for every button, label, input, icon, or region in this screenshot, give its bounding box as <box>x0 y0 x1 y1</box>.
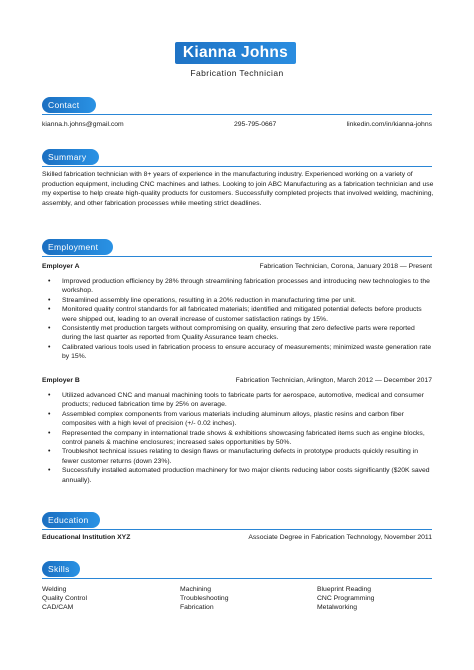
job-role: Fabrication Technician, Corona, January 2018 — Present <box>259 263 432 270</box>
section-divider <box>42 114 432 115</box>
section-divider <box>42 166 432 167</box>
summary-text: Skilled fabrication technician with 8+ years of experience in the manufacturing industry. Experienced working on a variety of production equipment, including CNC machines and lathes. Looking to join ABC Manufacturing as a fabrication technician and use my expertise to help create high-quality products for customers. Successfully completed projects that involved welding, machining, assembly, and other fabrication processes while meeting strict deadlines. <box>42 171 434 207</box>
employer-name: Employer B <box>42 377 80 384</box>
section-heading-contact: Contact <box>42 97 96 113</box>
contact-phone: 295-795-0667 <box>234 121 277 128</box>
section-heading-skills: Skills <box>42 561 80 577</box>
list-item: • Successfully installed automated production machinery for two major clients reducing labor costs significantly ($20K saved annually). <box>42 466 434 485</box>
skill-item: Welding <box>42 586 67 593</box>
section-divider <box>42 529 432 530</box>
section-divider <box>42 256 432 257</box>
list-item: • Improved production efficiency by 28% through streamlining fabrication processes and introducing new technologies to the workshop. <box>42 277 434 296</box>
section-heading-education: Education <box>42 512 100 528</box>
skill-item: Fabrication <box>180 604 214 612</box>
skill-item: Quality Control <box>42 595 87 603</box>
section-heading-employment: Employment <box>42 239 113 255</box>
candidate-name: Kianna Johns <box>175 42 296 64</box>
job-bullets <box>42 277 434 362</box>
list-item: • Utilized advanced CNC and manual machining tools to fabricate parts for aerospace, automotive, medical and consumer products; reduced fabrication time by 25% on average. <box>42 391 434 410</box>
list-item: • Streamlined assembly line operations, resulting in a 20% reduction in manufacturing time per unit. <box>42 296 434 305</box>
skill-item: CNC Programming <box>317 595 375 603</box>
skill-item: Machining <box>180 586 211 593</box>
candidate-title: Fabrication Technician <box>190 68 284 78</box>
skills-grid <box>42 585 432 613</box>
job-role: Fabrication Technician, Arlington, March 2012 — December 2017 <box>235 377 432 384</box>
list-item: • Troubleshot technical issues relating to design flaws or manufacturing defects in prototype products quickly resulting in fewer customer returns (down 23%). <box>42 447 434 466</box>
contact-email[interactable]: kianna.h.johns@gmail.com <box>42 121 124 128</box>
list-item: • Calibrated various tools used in fabrication process to ensure accuracy of measurements; minimized waste generation rate by 15%. <box>42 343 434 362</box>
list-item: • Monitored quality control standards for all fabricated materials; identified and mitigated potential defects before products were shipped out, leading to an overall increase of customer satisfaction ratings by 15%. <box>42 305 434 324</box>
skill-item: CAD/CAM <box>42 604 74 612</box>
job-bullets <box>42 391 434 485</box>
skill-item: Blueprint Reading <box>317 586 372 593</box>
employer-name: Employer A <box>42 263 80 270</box>
list-item: • Assembled complex components from various materials including aluminum alloys, plastic resins and carbon fiber composites with a high level of precision (+/- 0.02 inches). <box>42 410 434 429</box>
job-header <box>42 263 432 270</box>
section-heading-summary: Summary <box>42 149 99 165</box>
list-item: • Represented the company in international trade shows & exhibitions showcasing fabricated items such as engine blocks, control panels & machine enclosures; increased sales opportunities by 50%. <box>42 429 434 448</box>
skill-item: Troubleshooting <box>180 595 229 603</box>
contact-row <box>42 121 432 128</box>
section-divider <box>42 578 432 579</box>
skill-item: Metalworking <box>317 604 358 612</box>
job-header <box>42 377 432 384</box>
list-item: • Consistently met production targets without compromising on quality, ensuring that zero defective parts were reported during the last quarter as reported from Quality Assurance team checks. <box>42 324 434 343</box>
degree-text: Associate Degree in Fabrication Technology, November 2011 <box>248 534 432 541</box>
institution-name: Educational Institution XYZ <box>42 534 131 541</box>
education-row <box>42 534 432 541</box>
contact-linkedin[interactable]: linkedin.com/in/kianna-johns <box>346 121 432 128</box>
